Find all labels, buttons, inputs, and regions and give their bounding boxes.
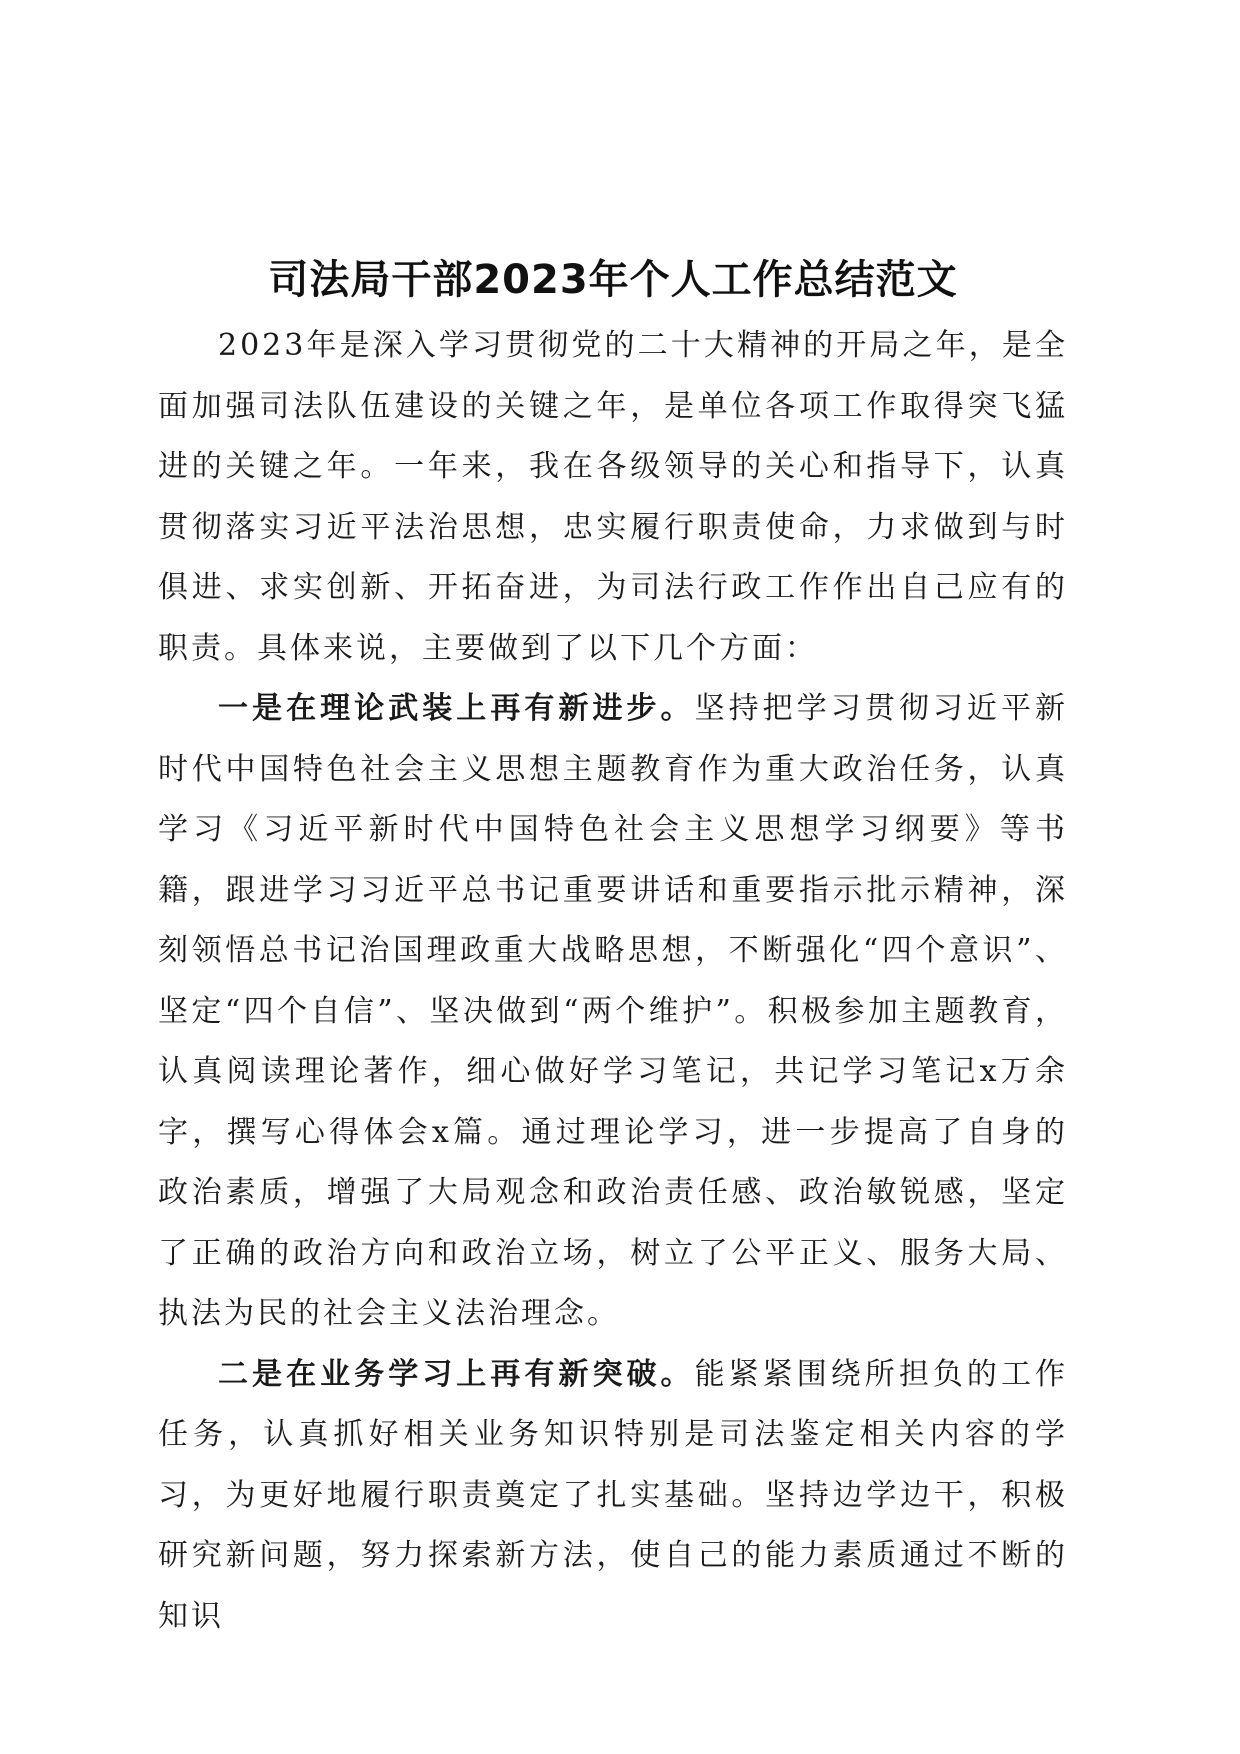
section-paragraph-theory xyxy=(158,679,1068,1345)
section-lead-business: 二是在业务学习上再有新突破。 xyxy=(218,1356,695,1392)
section-text-business: 能紧紧围绕所担负的工作任务，认真抓好相关业务知识特别是司法鉴定相关内容的学习，为更好地履行职责奠定了扎实基础。坚持边学边干，积极研究新问题，努力探索新方法，使自己的能力素质通过不断的知识 xyxy=(158,1356,1069,1634)
intro-text: 2023年是深入学习贯彻党的二十大精神的开局之年，是全面加强司法队伍建设的关键之年，是单位各项工作取得突飞猛进的关键之年。一年来，我在各级领导的关心和指导下，认真贯彻落实习近平法治思想，忠实履行职责使命，力求做到与时俱进、求实创新、开拓奋进，为司法行政工作作出自己应有的职责。具体来说，主要做到了以下几个方面： xyxy=(158,328,1068,666)
section-lead-theory: 一是在理论武装上再有新进步。 xyxy=(218,691,695,726)
document-page xyxy=(158,250,1068,1647)
section-text-theory: 坚持把学习贯彻习近平新时代中国特色社会主义思想主题教育作为重大政治任务，认真学习《习近平新时代中国特色社会主义思想学习纲要》等书籍，跟进学习习近平总书记重要讲话和重要指示批示精神，深刻领悟总书记治国理政重大战略思想，不断强化“四个意识”、坚定“四个自信”、坚决做到“两个维护”。积极参加主题教育，认真阅读理论著作，细心做好学习笔记，共记学习笔记x万余字，撰写心得体会x篇。通过理论学习，进一步提高了自身的政治素质，增强了大局观念和政治责任感、政治敏锐感，坚定了正确的政治方向和政治立场，树立了公平正义、服务大局、执法为民的社会主义法治理念。 xyxy=(158,691,1069,1331)
intro-paragraph xyxy=(158,316,1068,679)
section-paragraph-business xyxy=(158,1345,1068,1648)
document-title: 司法局干部2023年个人工作总结范文 xyxy=(268,257,958,303)
